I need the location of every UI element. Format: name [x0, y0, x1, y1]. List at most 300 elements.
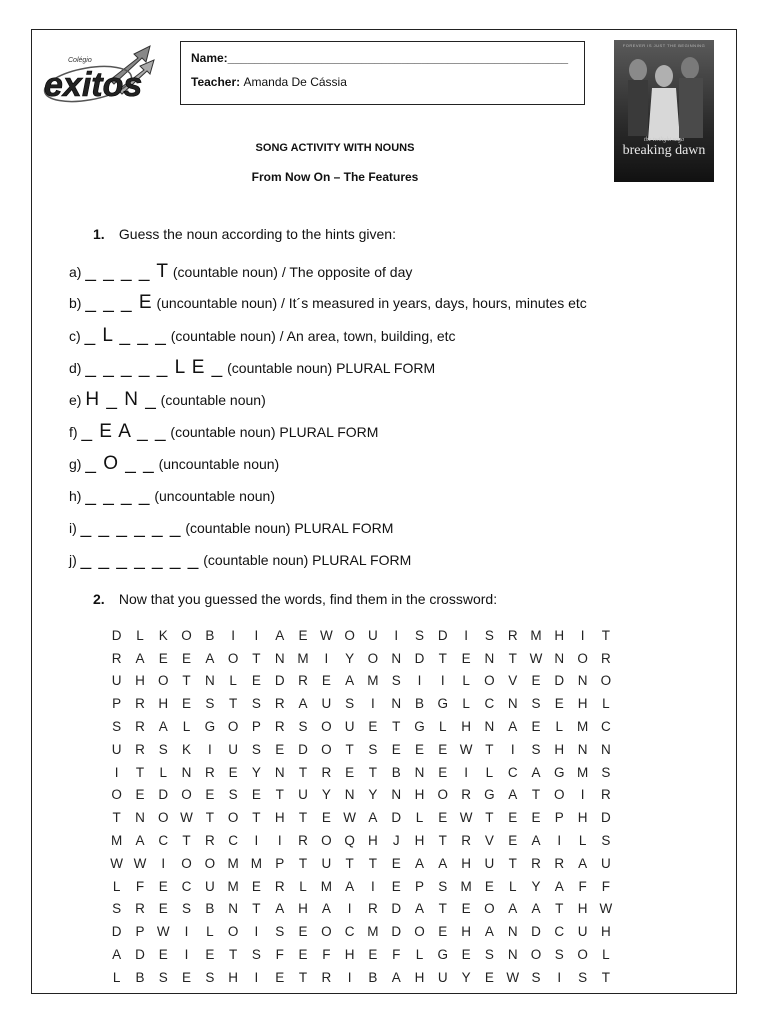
grid-letter[interactable]: E — [251, 787, 261, 803]
grid-letter[interactable]: O — [600, 673, 612, 689]
grid-letter[interactable]: U — [601, 855, 611, 871]
grid-letter[interactable]: F — [275, 947, 284, 963]
grid-letter[interactable]: E — [298, 627, 308, 643]
grid-letter[interactable]: C — [484, 696, 495, 712]
grid-letter[interactable]: O — [157, 810, 169, 826]
grid-letter[interactable]: E — [182, 650, 192, 666]
grid-letter[interactable]: E — [508, 833, 518, 849]
grid-letter[interactable]: O — [437, 787, 449, 803]
grid-letter[interactable]: T — [438, 833, 447, 849]
grid-letter[interactable]: U — [321, 696, 332, 712]
grid-letter[interactable]: L — [602, 947, 610, 963]
grid-letter[interactable]: O — [321, 833, 332, 849]
grid-letter[interactable]: U — [577, 924, 588, 940]
grid-letter[interactable]: E — [182, 696, 192, 712]
grid-letter[interactable]: A — [391, 969, 401, 985]
grid-letter[interactable]: G — [414, 719, 425, 735]
grid-letter[interactable]: U — [111, 741, 122, 757]
grid-letter[interactable]: U — [344, 719, 355, 735]
grid-letter[interactable]: T — [182, 833, 191, 849]
grid-letter[interactable]: A — [368, 810, 378, 826]
grid-letter[interactable]: H — [414, 969, 425, 985]
grid-letter[interactable]: R — [274, 696, 285, 712]
grid-letter[interactable]: I — [347, 901, 352, 917]
grid-letter[interactable]: F — [135, 878, 145, 894]
grid-letter[interactable]: E — [321, 673, 331, 689]
grid-letter[interactable]: H — [461, 719, 471, 735]
grid-letter[interactable]: L — [462, 696, 470, 712]
grid-letter[interactable]: W — [599, 901, 613, 917]
grid-letter[interactable]: O — [204, 855, 216, 871]
grid-letter[interactable]: N — [601, 741, 611, 757]
grid-letter[interactable]: H — [461, 855, 471, 871]
grid-letter[interactable]: S — [251, 741, 261, 757]
grid-letter[interactable]: H — [228, 969, 238, 985]
grid-letter[interactable]: R — [274, 878, 285, 894]
grid-letter[interactable]: A — [578, 855, 588, 871]
grid-letter[interactable]: T — [392, 719, 401, 735]
grid-letter[interactable]: S — [112, 901, 122, 917]
grid-letter[interactable]: O — [530, 947, 542, 963]
name-field[interactable]: Name:___________________________________________________ — [191, 51, 569, 65]
grid-letter[interactable]: N — [507, 947, 518, 963]
grid-letter[interactable]: S — [298, 719, 308, 735]
grid-letter[interactable]: C — [507, 764, 518, 780]
grid-letter[interactable]: E — [391, 855, 401, 871]
grid-letter[interactable]: U — [437, 969, 448, 985]
grid-letter[interactable]: Y — [251, 764, 261, 780]
grid-letter[interactable]: R — [601, 650, 611, 666]
grid-letter[interactable]: L — [462, 673, 470, 689]
grid-letter[interactable]: W — [110, 855, 124, 871]
grid-letter[interactable]: C — [344, 924, 355, 940]
grid-letter[interactable]: N — [391, 650, 402, 666]
grid-letter[interactable]: S — [251, 696, 261, 712]
grid-letter[interactable]: U — [321, 855, 332, 871]
grid-letter[interactable]: D — [531, 924, 541, 940]
grid-letter[interactable]: V — [484, 833, 494, 849]
grid-letter[interactable]: N — [204, 673, 215, 689]
grid-letter[interactable]: L — [439, 719, 447, 735]
grid-letter[interactable]: V — [508, 673, 518, 689]
grid-letter[interactable]: L — [159, 764, 167, 780]
grid-letter[interactable]: A — [508, 787, 518, 803]
grid-letter[interactable]: M — [227, 855, 239, 871]
grid-letter[interactable]: L — [299, 878, 307, 894]
grid-letter[interactable]: O — [484, 901, 495, 917]
grid-letter[interactable]: N — [135, 810, 145, 826]
grid-letter[interactable]: I — [557, 969, 562, 985]
grid-letter[interactable]: E — [298, 924, 308, 940]
grid-letter[interactable]: G — [437, 696, 449, 712]
grid-letter[interactable]: E — [321, 810, 331, 826]
grid-letter[interactable]: R — [204, 833, 215, 849]
grid-letter[interactable]: S — [415, 627, 425, 643]
grid-letter[interactable]: H — [577, 696, 588, 712]
grid-letter[interactable]: L — [136, 627, 144, 643]
grid-letter[interactable]: L — [555, 719, 564, 735]
grid-letter[interactable]: N — [484, 719, 495, 735]
grid-letter[interactable]: T — [555, 901, 564, 917]
grid-letter[interactable]: S — [391, 673, 401, 689]
grid-letter[interactable]: Y — [531, 878, 541, 894]
grid-letter[interactable]: U — [298, 787, 308, 803]
grid-letter[interactable]: T — [345, 741, 354, 757]
grid-letter[interactable]: H — [554, 627, 565, 643]
grid-letter[interactable]: T — [601, 627, 610, 643]
grid-letter[interactable]: C — [228, 833, 238, 849]
grid-letter[interactable]: G — [204, 719, 216, 735]
grid-letter[interactable]: R — [461, 787, 471, 803]
grid-letter[interactable]: L — [415, 947, 424, 963]
grid-letter[interactable]: O — [414, 924, 425, 940]
grid-letter[interactable]: E — [158, 947, 168, 963]
grid-letter[interactable]: L — [485, 764, 494, 780]
grid-letter[interactable]: W — [180, 810, 193, 826]
grid-letter[interactable]: I — [580, 627, 585, 643]
grid-letter[interactable]: A — [345, 673, 355, 689]
grid-letter[interactable]: E — [415, 741, 425, 757]
grid-letter[interactable]: T — [252, 901, 261, 917]
grid-letter[interactable]: E — [135, 787, 145, 803]
grid-letter[interactable]: A — [345, 878, 355, 894]
grid-letter[interactable]: I — [440, 673, 445, 689]
grid-letter[interactable]: T — [135, 764, 145, 780]
grid-letter[interactable]: T — [298, 764, 308, 780]
grid-letter[interactable]: R — [321, 969, 332, 985]
grid-letter[interactable]: E — [228, 764, 238, 780]
grid-letter[interactable]: L — [508, 878, 517, 894]
grid-letter[interactable]: H — [135, 673, 145, 689]
grid-letter[interactable]: S — [554, 947, 564, 963]
grid-letter[interactable]: R — [461, 833, 471, 849]
grid-letter[interactable]: N — [577, 741, 588, 757]
grid-letter[interactable]: O — [484, 673, 495, 689]
grid-letter[interactable]: M — [576, 764, 589, 780]
grid-letter[interactable]: U — [228, 741, 238, 757]
grid-letter[interactable]: C — [554, 924, 565, 940]
grid-letter[interactable]: O — [181, 855, 192, 871]
grid-letter[interactable]: L — [415, 810, 424, 826]
grid-letter[interactable]: S — [345, 696, 355, 712]
grid-letter[interactable]: I — [277, 833, 282, 849]
grid-letter[interactable]: N — [577, 673, 588, 689]
grid-letter[interactable]: S — [484, 947, 494, 963]
grid-letter[interactable]: E — [205, 787, 215, 803]
grid-letter[interactable]: I — [464, 764, 468, 780]
grid-letter[interactable]: E — [158, 650, 168, 666]
grid-letter[interactable]: I — [347, 969, 352, 985]
grid-letter[interactable]: E — [461, 650, 471, 666]
grid-letter[interactable]: I — [394, 627, 399, 643]
grid-letter[interactable]: P — [415, 878, 425, 894]
grid-letter[interactable]: N — [181, 764, 192, 780]
grid-letter[interactable]: I — [207, 741, 212, 757]
grid-letter[interactable]: R — [507, 627, 518, 643]
grid-letter[interactable]: P — [275, 855, 285, 871]
grid-letter[interactable]: O — [367, 650, 379, 666]
grid-letter[interactable]: A — [158, 719, 168, 735]
grid-letter[interactable]: B — [368, 969, 378, 985]
grid-letter[interactable]: B — [205, 901, 215, 917]
grid-letter[interactable]: E — [205, 947, 215, 963]
grid-letter[interactable]: I — [254, 833, 259, 849]
grid-letter[interactable]: T — [229, 696, 238, 712]
grid-letter[interactable]: O — [227, 719, 239, 735]
grid-letter[interactable]: D — [298, 741, 308, 757]
grid-letter[interactable]: R — [135, 719, 145, 735]
grid-letter[interactable]: H — [298, 901, 308, 917]
grid-letter[interactable]: S — [368, 741, 378, 757]
grid-letter[interactable]: E — [438, 810, 448, 826]
grid-letter[interactable]: N — [344, 787, 355, 803]
grid-letter[interactable]: T — [438, 901, 447, 917]
grid-letter[interactable]: D — [111, 627, 122, 643]
grid-letter[interactable]: A — [321, 901, 331, 917]
grid-letter[interactable]: O — [344, 627, 355, 643]
grid-letter[interactable]: T — [229, 947, 238, 963]
grid-letter[interactable]: E — [368, 947, 378, 963]
grid-letter[interactable]: F — [322, 947, 331, 963]
grid-letter[interactable]: H — [601, 924, 611, 940]
grid-letter[interactable]: F — [392, 947, 401, 963]
grid-letter[interactable]: Y — [368, 787, 378, 803]
grid-letter[interactable]: B — [415, 696, 425, 712]
grid-letter[interactable]: U — [368, 627, 378, 643]
grid-letter[interactable]: U — [111, 673, 122, 689]
grid-letter[interactable]: A — [112, 947, 122, 963]
grid-letter[interactable]: L — [112, 969, 121, 985]
grid-letter[interactable]: C — [158, 833, 169, 849]
grid-letter[interactable]: T — [252, 810, 261, 826]
grid-letter[interactable]: W — [529, 650, 543, 666]
grid-letter[interactable]: D — [111, 924, 122, 940]
grid-letter[interactable]: L — [229, 673, 237, 689]
grid-letter[interactable]: L — [112, 878, 121, 894]
grid-letter[interactable]: E — [391, 741, 401, 757]
grid-letter[interactable]: D — [391, 901, 402, 917]
grid-letter[interactable]: W — [459, 810, 473, 826]
grid-letter[interactable]: T — [485, 810, 494, 826]
grid-letter[interactable]: U — [484, 855, 495, 871]
grid-letter[interactable]: S — [205, 969, 215, 985]
grid-letter[interactable]: T — [531, 787, 541, 803]
grid-letter[interactable]: I — [184, 947, 189, 963]
grid-letter[interactable]: T — [298, 855, 308, 871]
grid-letter[interactable]: D — [274, 673, 285, 689]
grid-letter[interactable]: O — [157, 673, 169, 689]
grid-letter[interactable]: S — [158, 969, 168, 985]
grid-letter[interactable]: E — [158, 878, 168, 894]
grid-letter[interactable]: M — [320, 878, 332, 894]
grid-letter[interactable]: E — [275, 969, 285, 985]
grid-letter[interactable]: I — [231, 627, 236, 643]
grid-letter[interactable]: C — [601, 719, 611, 735]
grid-letter[interactable]: E — [484, 878, 494, 894]
grid-letter[interactable]: O — [554, 787, 565, 803]
grid-letter[interactable]: M — [460, 878, 472, 894]
grid-letter[interactable]: T — [112, 810, 121, 826]
grid-letter[interactable]: I — [464, 627, 468, 643]
grid-letter[interactable]: N — [391, 696, 402, 712]
grid-letter[interactable]: R — [298, 833, 308, 849]
grid-letter[interactable]: K — [158, 627, 168, 643]
grid-letter[interactable]: S — [531, 696, 541, 712]
grid-letter[interactable]: I — [184, 924, 189, 940]
grid-letter[interactable]: N — [274, 650, 285, 666]
grid-letter[interactable]: N — [391, 787, 402, 803]
grid-letter[interactable]: P — [251, 719, 261, 735]
grid-letter[interactable]: H — [274, 810, 285, 826]
grid-letter[interactable]: B — [391, 764, 401, 780]
grid-letter[interactable]: A — [508, 719, 518, 735]
grid-letter[interactable]: P — [112, 696, 122, 712]
grid-letter[interactable]: G — [554, 764, 565, 780]
grid-letter[interactable]: M — [297, 650, 309, 666]
grid-letter[interactable]: T — [205, 810, 214, 826]
grid-letter[interactable]: M — [250, 855, 263, 871]
grid-letter[interactable]: N — [484, 650, 495, 666]
grid-letter[interactable]: R — [554, 855, 565, 871]
grid-letter[interactable]: G — [484, 787, 495, 803]
grid-letter[interactable]: A — [298, 696, 308, 712]
grid-letter[interactable]: Y — [461, 969, 471, 985]
grid-letter[interactable]: I — [254, 924, 259, 940]
grid-letter[interactable]: O — [577, 650, 588, 666]
grid-letter[interactable]: A — [135, 650, 145, 666]
grid-letter[interactable]: T — [182, 673, 191, 689]
grid-letter[interactable]: R — [135, 696, 145, 712]
grid-letter[interactable]: I — [324, 650, 329, 666]
grid-letter[interactable]: E — [251, 673, 261, 689]
grid-letter[interactable]: M — [576, 719, 589, 735]
grid-letter[interactable]: H — [158, 696, 169, 712]
grid-letter[interactable]: A — [415, 855, 425, 871]
grid-letter[interactable]: O — [321, 924, 332, 940]
grid-letter[interactable]: S — [484, 627, 494, 643]
grid-letter[interactable]: E — [461, 901, 471, 917]
grid-letter[interactable]: E — [531, 719, 541, 735]
grid-letter[interactable]: T — [601, 969, 610, 985]
grid-letter[interactable]: N — [228, 901, 238, 917]
grid-letter[interactable]: R — [298, 673, 308, 689]
grid-letter[interactable]: M — [530, 627, 542, 643]
grid-letter[interactable]: D — [391, 810, 402, 826]
grid-letter[interactable]: F — [601, 878, 610, 894]
grid-letter[interactable]: S — [112, 719, 122, 735]
grid-letter[interactable]: R — [321, 764, 332, 780]
grid-letter[interactable]: S — [601, 833, 611, 849]
grid-letter[interactable]: D — [135, 947, 145, 963]
grid-letter[interactable]: T — [298, 969, 308, 985]
grid-letter[interactable]: D — [554, 673, 565, 689]
grid-letter[interactable]: T — [368, 764, 378, 780]
grid-letter[interactable]: O — [227, 810, 239, 826]
grid-letter[interactable]: A — [275, 627, 285, 643]
grid-letter[interactable]: U — [204, 878, 215, 894]
grid-letter[interactable]: O — [577, 947, 588, 963]
grid-letter[interactable]: T — [298, 810, 308, 826]
grid-letter[interactable]: H — [461, 924, 471, 940]
grid-letter[interactable]: Y — [345, 650, 355, 666]
grid-letter[interactable]: A — [531, 764, 541, 780]
grid-letter[interactable]: L — [602, 696, 610, 712]
grid-letter[interactable]: E — [484, 969, 494, 985]
grid-letter[interactable]: S — [158, 741, 168, 757]
grid-letter[interactable]: A — [205, 650, 215, 666]
grid-letter[interactable]: J — [392, 833, 400, 849]
grid-letter[interactable]: N — [507, 924, 518, 940]
grid-letter[interactable]: S — [578, 969, 588, 985]
grid-letter[interactable]: S — [251, 947, 261, 963]
grid-letter[interactable]: M — [367, 924, 379, 940]
grid-letter[interactable]: O — [227, 650, 239, 666]
grid-letter[interactable]: S — [601, 764, 611, 780]
grid-letter[interactable]: A — [508, 901, 518, 917]
grid-letter[interactable]: H — [577, 810, 588, 826]
grid-letter[interactable]: S — [275, 924, 285, 940]
grid-letter[interactable]: I — [161, 855, 166, 871]
grid-letter[interactable]: M — [367, 673, 379, 689]
grid-letter[interactable]: T — [485, 741, 494, 757]
grid-letter[interactable]: R — [135, 901, 145, 917]
grid-letter[interactable]: D — [391, 924, 402, 940]
grid-letter[interactable]: E — [368, 719, 378, 735]
grid-letter[interactable]: I — [580, 787, 585, 803]
grid-letter[interactable]: T — [508, 855, 517, 871]
grid-letter[interactable]: R — [274, 719, 285, 735]
grid-letter[interactable]: O — [321, 741, 332, 757]
grid-letter[interactable]: R — [368, 901, 378, 917]
grid-letter[interactable]: W — [343, 810, 356, 826]
grid-letter[interactable]: E — [345, 764, 355, 780]
grid-letter[interactable]: S — [531, 741, 541, 757]
grid-letter[interactable]: I — [371, 878, 375, 894]
grid-letter[interactable]: N — [414, 764, 425, 780]
grid-letter[interactable]: D — [437, 627, 448, 643]
grid-letter[interactable]: I — [510, 741, 515, 757]
grid-letter[interactable]: I — [254, 627, 259, 643]
grid-letter[interactable]: P — [554, 810, 564, 826]
grid-letter[interactable]: O — [321, 719, 332, 735]
grid-letter[interactable]: T — [438, 650, 447, 666]
grid-letter[interactable]: T — [368, 855, 378, 871]
grid-letter[interactable]: C — [181, 878, 192, 894]
grid-letter[interactable]: H — [554, 741, 565, 757]
grid-letter[interactable]: A — [531, 901, 541, 917]
grid-letter[interactable]: D — [414, 650, 425, 666]
grid-letter[interactable]: O — [181, 627, 192, 643]
grid-letter[interactable]: N — [274, 764, 285, 780]
grid-letter[interactable]: R — [204, 764, 215, 780]
grid-letter[interactable]: O — [181, 787, 192, 803]
grid-letter[interactable]: T — [508, 650, 517, 666]
grid-letter[interactable]: W — [506, 969, 520, 985]
grid-letter[interactable]: I — [254, 969, 259, 985]
grid-letter[interactable]: F — [578, 878, 587, 894]
grid-letter[interactable]: S — [228, 787, 238, 803]
grid-letter[interactable]: M — [227, 878, 239, 894]
grid-letter[interactable]: Y — [321, 787, 331, 803]
grid-letter[interactable]: S — [531, 969, 541, 985]
grid-letter[interactable]: E — [158, 901, 168, 917]
grid-letter[interactable]: H — [344, 947, 355, 963]
grid-letter[interactable]: I — [114, 764, 119, 780]
grid-letter[interactable]: D — [601, 810, 611, 826]
grid-letter[interactable]: A — [135, 833, 145, 849]
grid-letter[interactable]: A — [554, 878, 564, 894]
grid-letter[interactable]: A — [484, 924, 494, 940]
